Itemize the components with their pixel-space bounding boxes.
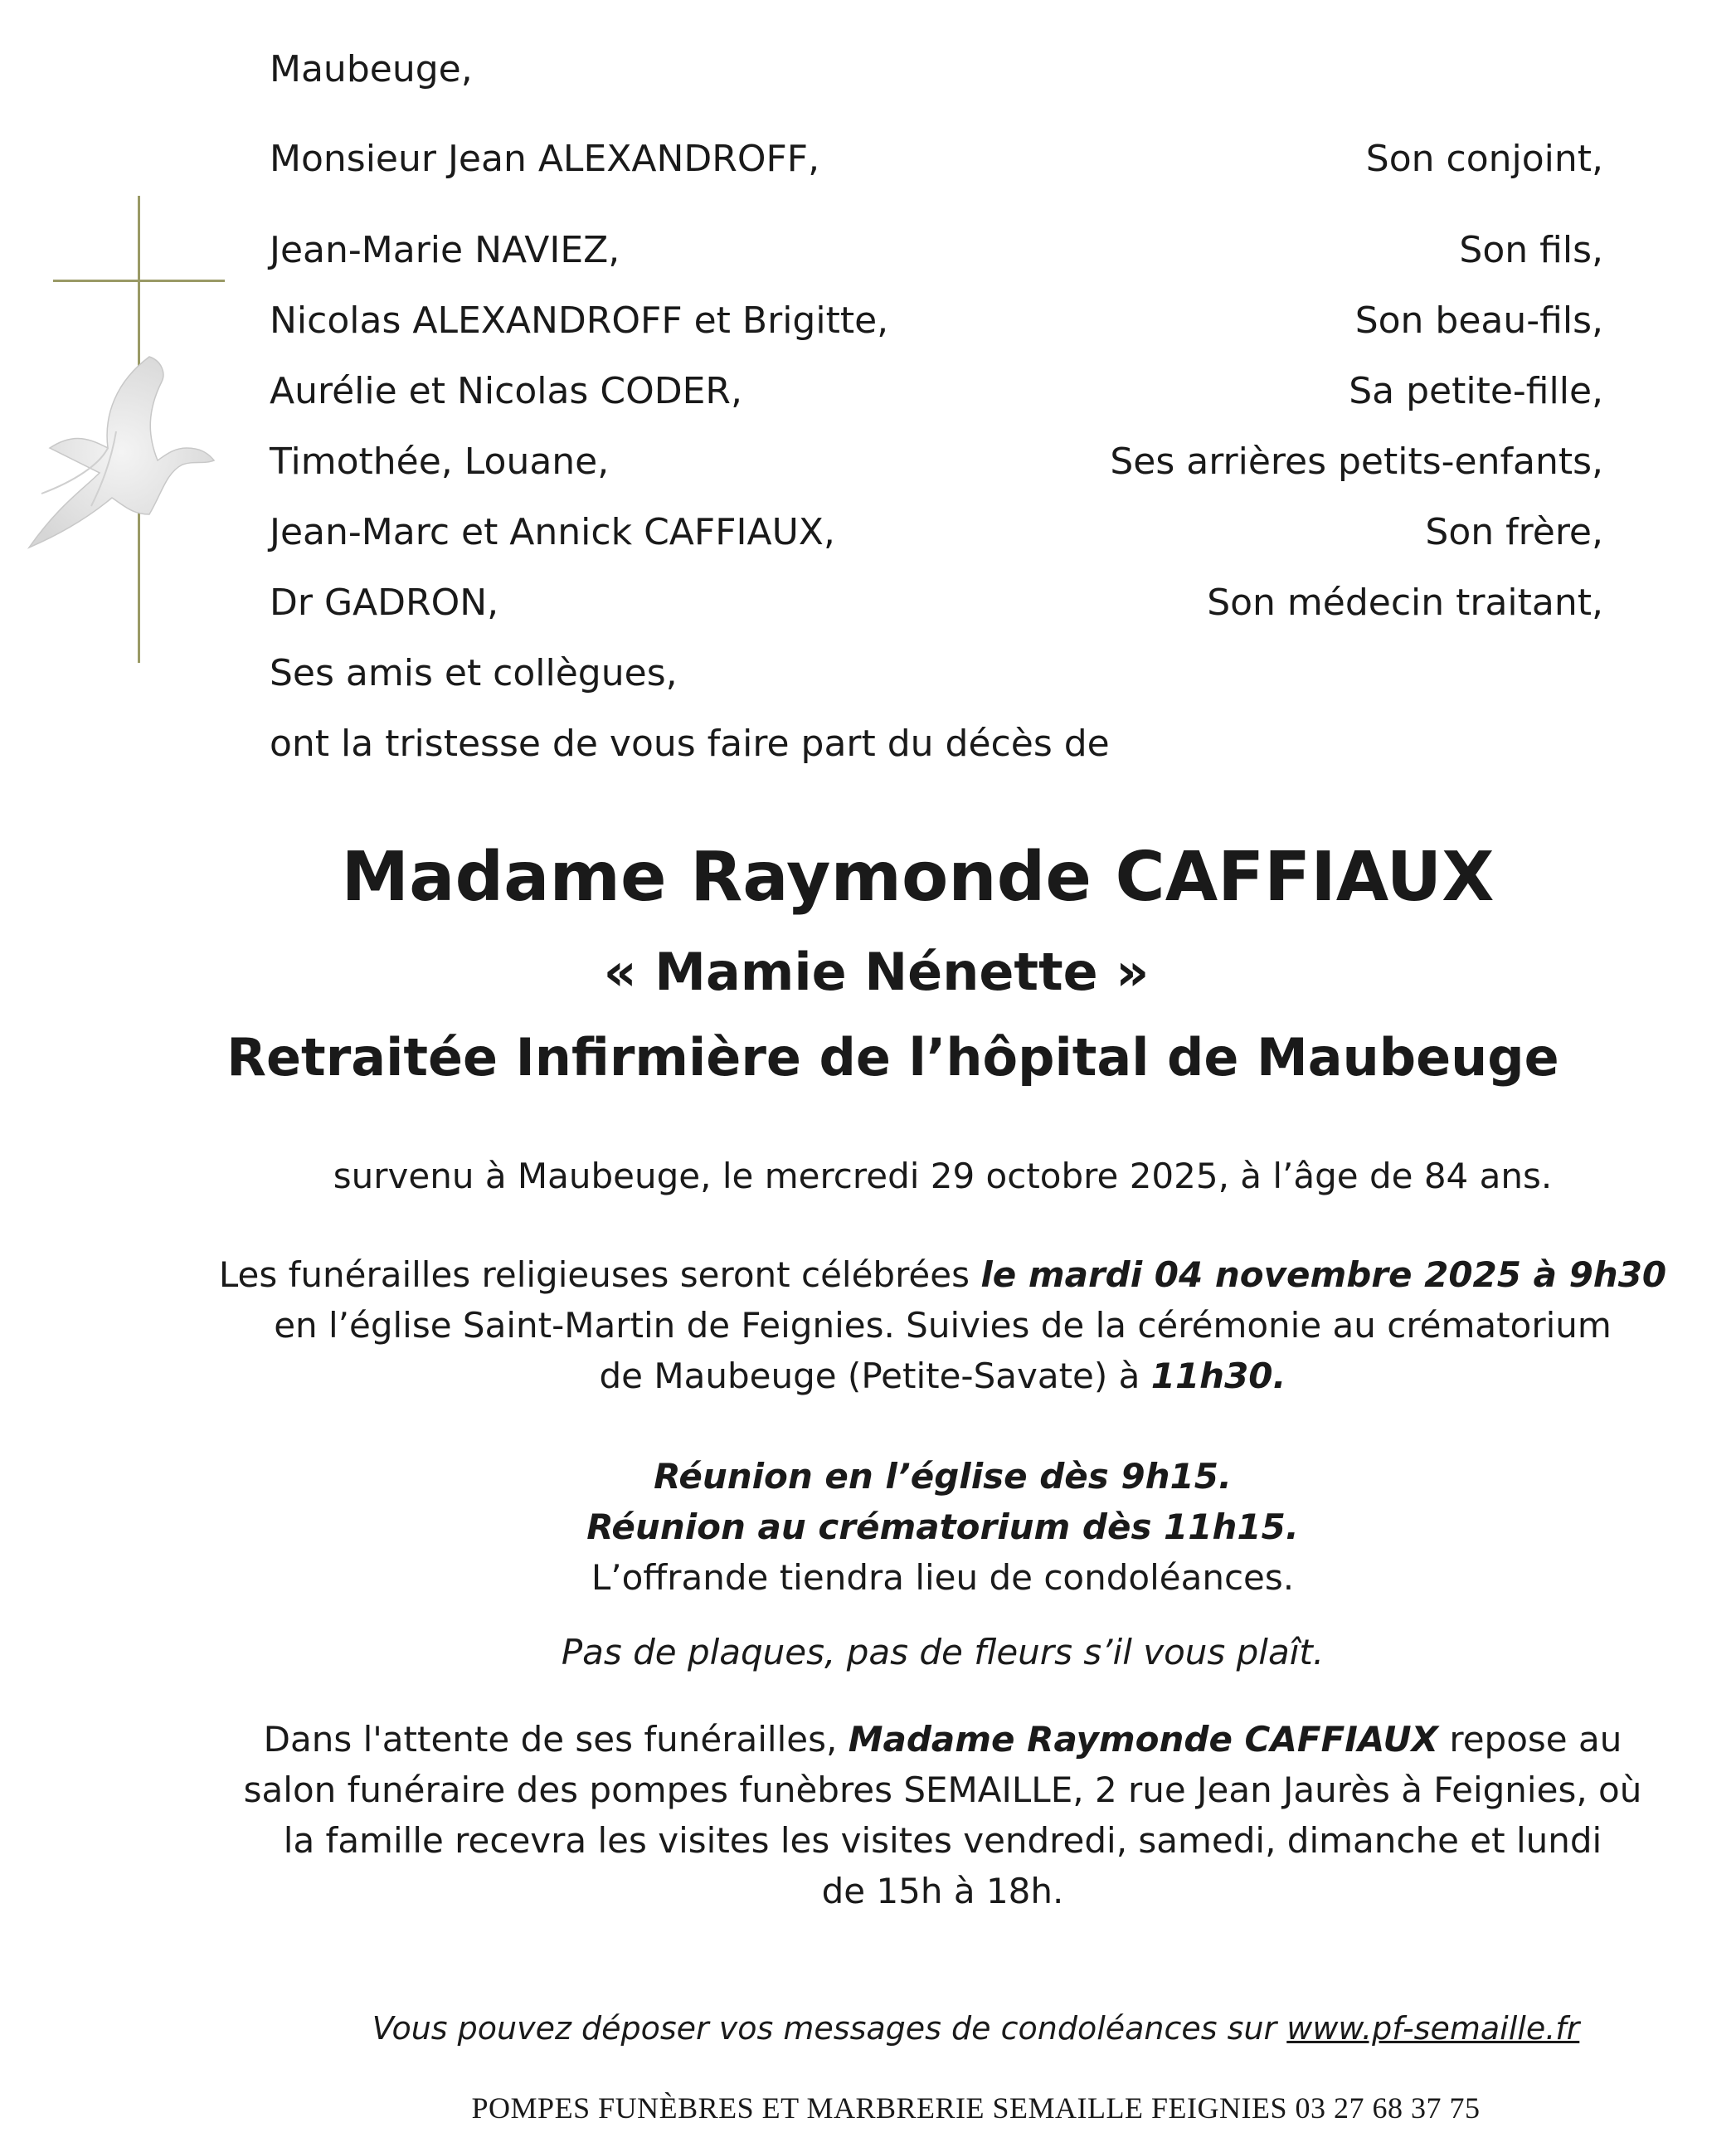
family-relation-7: Son médecin traitant, [1207, 582, 1603, 624]
meeting-church: Réunion en l’église dès 9h15. [654, 1456, 1232, 1497]
cremation-time: 11h30. [1150, 1356, 1286, 1396]
cross-icon-bar [53, 280, 225, 282]
family-name-7: Dr GADRON, [270, 582, 499, 624]
condolences-message [108, 2010, 1736, 2047]
dove-icon [25, 348, 216, 556]
no-flowers-note: Pas de plaques, pas de fleurs s’il vous plaît. [561, 1632, 1325, 1672]
family-name-6: Jean-Marc et Annick CAFFIAUX, [270, 511, 835, 553]
family-name-5: Timothée, Louane, [270, 441, 610, 483]
family-name-4: Aurélie et Nicolas CODER, [270, 370, 742, 412]
death-notice: survenu à Maubeuge, le mercredi 29 octobre 2025, à l’âge de 84 ans. [333, 1156, 1553, 1196]
funeral-line-1-text: Les funérailles religieuses seront célébrées [218, 1254, 981, 1295]
wake-line-1 [75, 1719, 1736, 1760]
wake-line-4: de 15h à 18h. [821, 1871, 1064, 1911]
family-relation-4: Sa petite-fille, [1349, 370, 1603, 412]
meeting-crematorium: Réunion au crématorium dès 11h15. [586, 1507, 1299, 1547]
funeral-datetime: le mardi 04 novembre 2025 à 9h30 [980, 1254, 1667, 1295]
wake-line-1-post: repose au [1438, 1719, 1622, 1760]
family-name-3: Nicolas ALEXANDROFF et Brigitte, [270, 299, 889, 342]
family-name-1: Monsieur Jean ALEXANDROFF, [270, 138, 820, 180]
family-name-2: Jean-Marie NAVIEZ, [270, 229, 620, 271]
funeral-line-3-text: de Maubeuge (Petite-Savate) à [599, 1356, 1151, 1396]
funeral-line-3 [75, 1356, 1736, 1396]
family-relation-3: Son beau-fils, [1354, 299, 1603, 342]
wake-deceased-name: Madame Raymonde CAFFIAUX [848, 1719, 1439, 1760]
wake-line-3: la famille recevra les visites les visites vendredi, samedi, dimanche et lundi [283, 1820, 1602, 1861]
deceased-name: Madame Raymonde CAFFIAUX [341, 838, 1495, 917]
place-header: Maubeuge, [270, 48, 473, 90]
family-relation-2: Son fils, [1459, 229, 1603, 271]
family-relation-6: Son frère, [1425, 511, 1603, 553]
funeral-line-2: en l’église Saint-Martin de Feignies. Suivies de la cérémonie au crématorium [274, 1305, 1612, 1346]
funeral-line-1 [75, 1254, 1736, 1295]
deceased-nickname: « Mamie Nénette » [603, 942, 1150, 1002]
company-footer: POMPES FUNÈBRES ET MARBRERIE SEMAILLE FEIGNIES 03 27 68 37 75 [471, 2091, 1481, 2125]
website-link[interactable]: www.pf-semaille.fr [1286, 2010, 1580, 2047]
wake-line-1-pre: Dans l'attente de ses funérailles, [263, 1719, 849, 1760]
deceased-occupation: Retraitée Infirmière de l’hôpital de Maubeuge [226, 1027, 1559, 1088]
family-relation-5: Ses arrières petits-enfants, [1110, 441, 1603, 483]
intro-text: ont la tristesse de vous faire part du décès de [270, 723, 1110, 765]
offering-note: L’offrande tiendra lieu de condoléances. [591, 1557, 1295, 1598]
condolences-text: Vous pouvez déposer vos messages de condoléances sur [372, 2010, 1287, 2047]
family-name-8: Ses amis et collègues, [270, 652, 678, 694]
wake-line-2: salon funéraire des pompes funèbres SEMAILLE, 2 rue Jean Jaurès à Feignies, où [243, 1770, 1642, 1810]
family-relation-1: Son conjoint, [1365, 138, 1603, 180]
